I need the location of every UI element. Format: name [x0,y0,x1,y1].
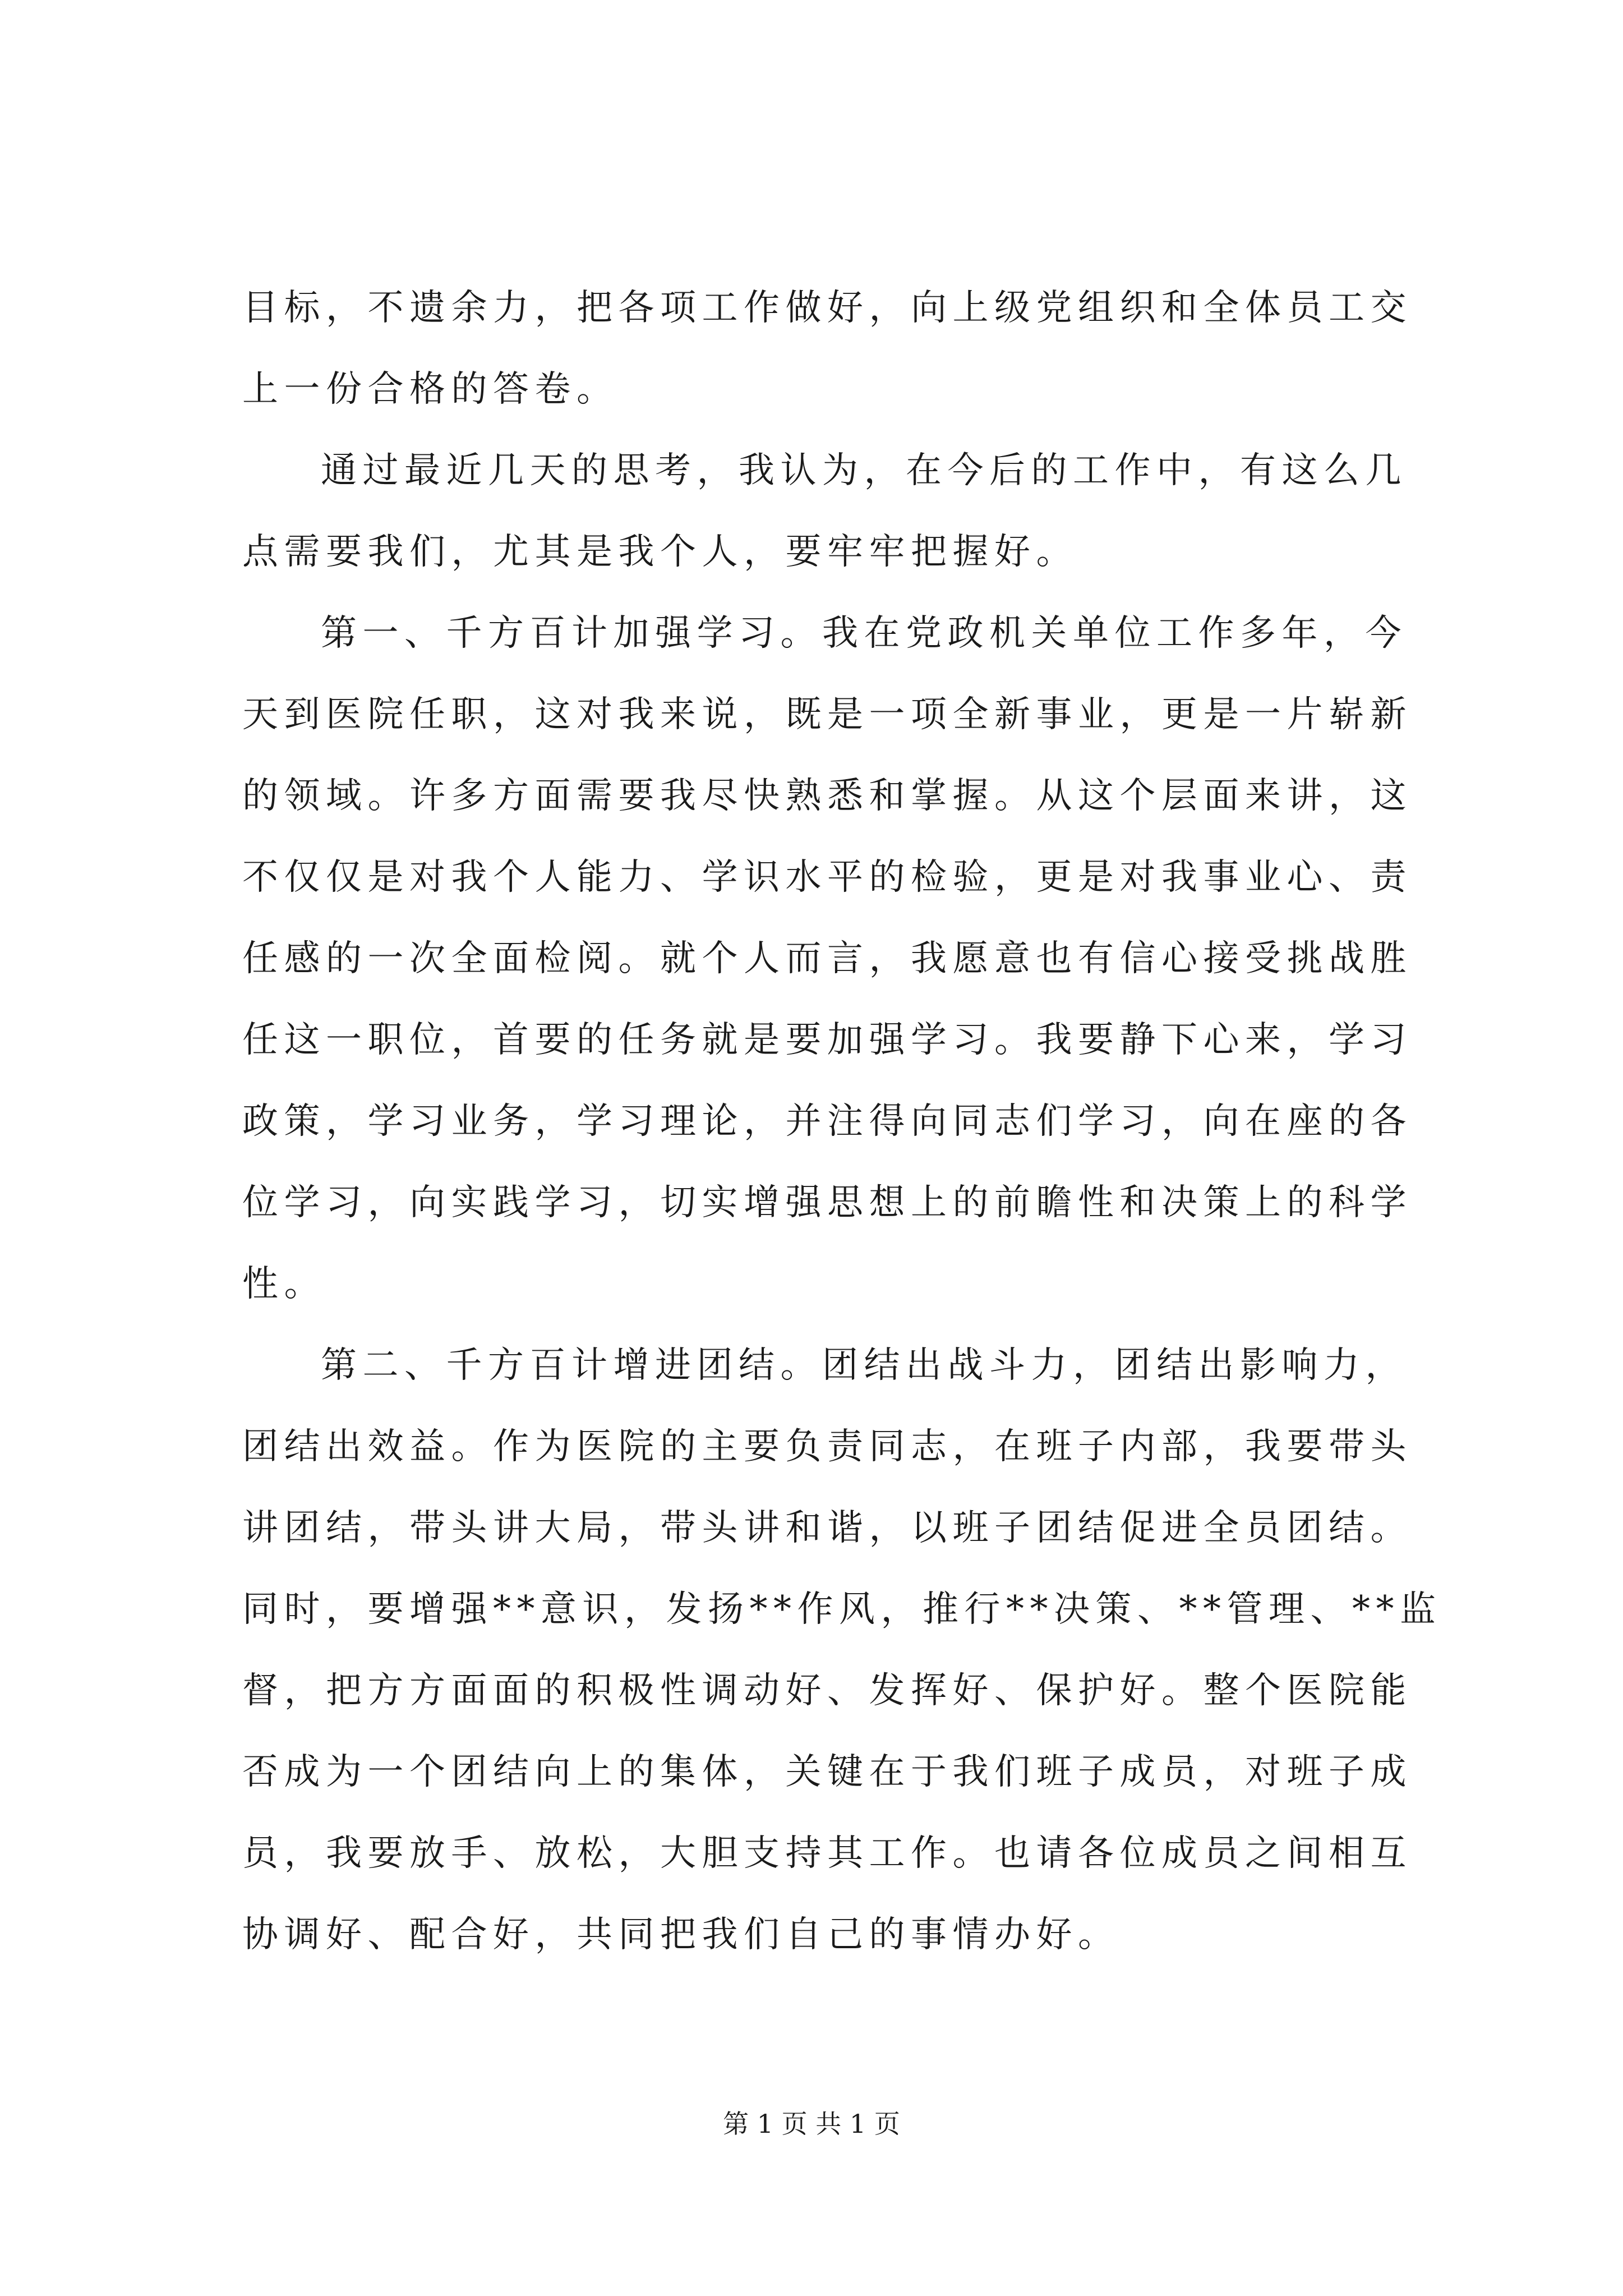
text-line: 的领域。许多方面需要我尽快熟悉和掌握。从这个层面来讲，这 [242,775,1412,817]
text-line: 任感的一次全面检阅。就个人而言，我愿意也有信心接受挑战胜 [242,938,1412,979]
text-line: 性。 [242,1263,326,1305]
text-line: 员，我要放手、放松，大胆支持其工作。也请各位成员之间相互 [242,1833,1412,1874]
text-line: 团结出效益。作为医院的主要负责同志，在班子内部，我要带头 [242,1426,1412,1467]
text-line: 讲团结，带头讲大局，带头讲和谐，以班子团结促进全员团结。 [242,1507,1412,1549]
text-line: 否成为一个团结向上的集体，关键在于我们班子成员，对班子成 [242,1751,1412,1793]
page-footer: 第 1 页 共 1 页 [723,2109,900,2139]
text-line: 督，把方方面面的积极性调动好、发挥好、保护好。整个医院能 [242,1670,1412,1711]
text-line: 目标，不遗余力，把各项工作做好，向上级党组织和全体员工交 [242,287,1412,329]
text-line: 政策，学习业务，学习理论，并注得向同志们学习，向在座的各 [242,1101,1412,1142]
text-line: 同时，要增强**意识，发扬**作风，推行**决策、**管理、**监 [242,1589,1442,1630]
text-line: 上一份合格的答卷。 [242,369,619,410]
text-line: 任这一职位，首要的任务就是要加强学习。我要静下心来，学习 [242,1019,1412,1061]
document-body [242,287,1442,1995]
text-line: 位学习，向实践学习，切实增强思想上的前瞻性和决策上的科学 [242,1182,1412,1223]
paragraph-start-line: 通过最近几天的思考，我认为，在今后的工作中，有这么几 [321,450,1407,491]
text-line: 协调好、配合好，共同把我们自己的事情办好。 [242,1914,1120,1955]
text-line: 天到医院任职，这对我来说，既是一项全新事业，更是一片崭新 [242,694,1412,735]
text-line: 点需要我们，尤其是我个人，要牢牢把握好。 [242,531,1078,573]
paragraph-start-line: 第一、千方百计加强学习。我在党政机关单位工作多年，今 [321,613,1407,654]
paragraph-start-line: 第二、千方百计增进团结。团结出战斗力，团结出影响力， [321,1345,1407,1386]
text-line: 不仅仅是对我个人能力、学识水平的检验，更是对我事业心、责 [242,857,1412,898]
